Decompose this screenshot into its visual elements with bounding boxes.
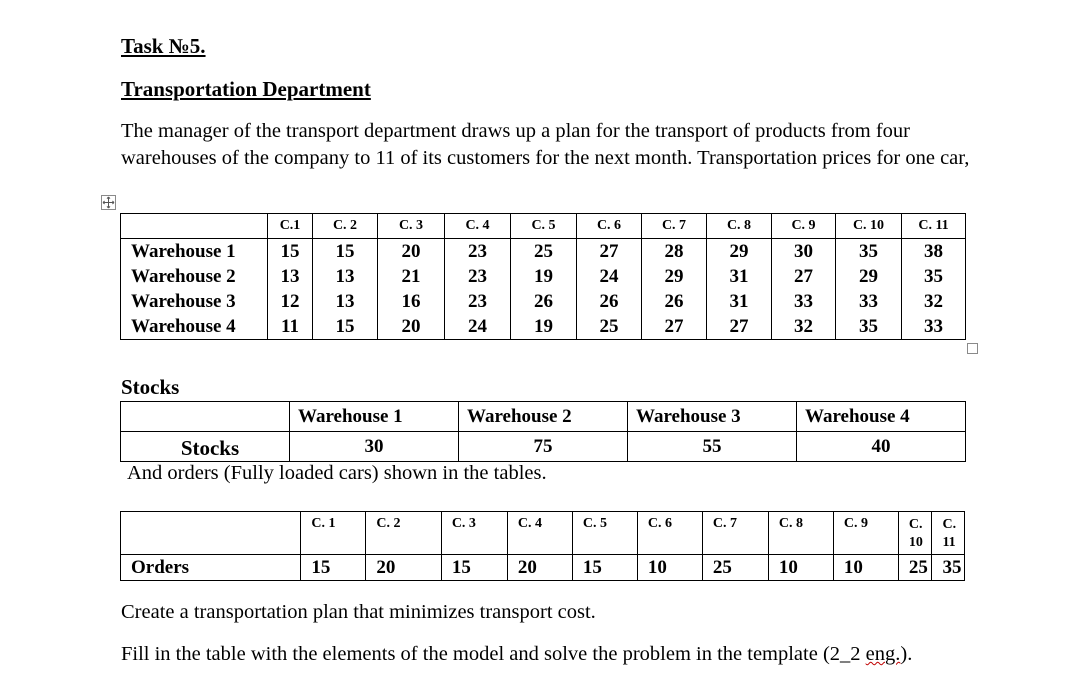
column-header: Warehouse 2 — [459, 402, 628, 432]
stocks-heading: Stocks — [121, 375, 180, 399]
price-cell: 21 — [378, 264, 445, 289]
price-cell: 35 — [836, 239, 902, 265]
column-header: C. 6 — [577, 214, 642, 239]
column-header: C. 5 — [511, 214, 577, 239]
column-header: C.1 — [268, 214, 313, 239]
instruction-text: Fill in the table with the elements of the model and solve the problem in the template (2_2 — [121, 643, 866, 665]
order-cell: 35 — [932, 555, 965, 581]
spellcheck-flagged-word[interactable]: eng. — [865, 643, 901, 665]
price-cell: 30 — [772, 239, 836, 265]
price-cell: 29 — [642, 264, 707, 289]
orders-table-corner — [121, 512, 301, 555]
order-cell: 15 — [441, 555, 507, 581]
column-header: C. 1 — [301, 512, 366, 555]
price-cell: 24 — [445, 314, 511, 340]
price-table-corner — [121, 214, 268, 239]
order-cell: 25 — [898, 555, 932, 581]
price-cell: 32 — [772, 314, 836, 340]
row-label: Warehouse 2 — [121, 264, 268, 289]
order-cell: 10 — [768, 555, 833, 581]
price-cell: 26 — [511, 289, 577, 314]
row-label: Warehouse 1 — [121, 239, 268, 265]
price-cell: 12 — [268, 289, 313, 314]
price-cell: 31 — [707, 264, 772, 289]
price-cell: 27 — [577, 239, 642, 265]
table-move-handle-icon[interactable] — [101, 195, 116, 210]
stock-cell: 55 — [628, 432, 797, 462]
price-cell: 23 — [445, 264, 511, 289]
orders-note: And orders (Fully loaded cars) shown in the tables. — [127, 462, 547, 484]
price-cell: 28 — [642, 239, 707, 265]
price-cell: 29 — [707, 239, 772, 265]
price-cell: 27 — [642, 314, 707, 340]
table-row — [121, 239, 966, 265]
price-cell: 19 — [511, 314, 577, 340]
row-label: Warehouse 3 — [121, 289, 268, 314]
price-cell: 35 — [836, 314, 902, 340]
price-cell: 24 — [577, 264, 642, 289]
price-cell: 32 — [902, 289, 966, 314]
column-header: C. 6 — [637, 512, 702, 555]
column-header: C. 2 — [313, 214, 378, 239]
orders-table — [120, 511, 965, 581]
column-header: C. 11 — [902, 214, 966, 239]
column-header: Warehouse 4 — [797, 402, 966, 432]
row-label: Warehouse 4 — [121, 314, 268, 340]
price-cell: 16 — [378, 289, 445, 314]
instruction-text-end: ). — [900, 643, 913, 665]
orders-header-row — [121, 512, 965, 555]
price-cell: 15 — [313, 239, 378, 265]
column-header: C. 7 — [642, 214, 707, 239]
instruction-line-1: Create a transportation plan that minimizes transport cost. — [121, 601, 596, 623]
column-header: C. 4 — [507, 512, 572, 555]
price-cell: 29 — [836, 264, 902, 289]
price-cell: 13 — [313, 289, 378, 314]
price-cell: 13 — [313, 264, 378, 289]
column-header: C. 10 — [836, 214, 902, 239]
price-cell: 15 — [313, 314, 378, 340]
table-row — [121, 555, 965, 581]
column-header: Warehouse 3 — [628, 402, 797, 432]
section-title: Transportation Department — [121, 77, 371, 101]
table-resize-handle[interactable] — [967, 343, 978, 354]
column-header: C. 9 — [772, 214, 836, 239]
price-cell: 26 — [642, 289, 707, 314]
order-cell: 10 — [833, 555, 898, 581]
price-cell: 27 — [772, 264, 836, 289]
stocks-header-row — [121, 402, 966, 432]
column-header: C. 8 — [707, 214, 772, 239]
price-cell: 23 — [445, 239, 511, 265]
price-cell: 15 — [268, 239, 313, 265]
price-table-header-row — [121, 214, 966, 239]
table-row — [121, 264, 966, 289]
price-cell: 25 — [511, 239, 577, 265]
column-header: C. 11 — [932, 512, 965, 555]
price-cell: 27 — [707, 314, 772, 340]
order-cell: 20 — [366, 555, 441, 581]
column-header: C. 10 — [898, 512, 932, 555]
stock-cell: 30 — [290, 432, 459, 462]
price-cell: 11 — [268, 314, 313, 340]
order-cell: 15 — [301, 555, 366, 581]
order-cell: 25 — [702, 555, 768, 581]
column-header: C. 2 — [366, 512, 441, 555]
price-cell: 25 — [577, 314, 642, 340]
column-header: C. 7 — [702, 512, 768, 555]
price-cell: 23 — [445, 289, 511, 314]
price-cell: 38 — [902, 239, 966, 265]
price-cell: 31 — [707, 289, 772, 314]
price-cell: 13 — [268, 264, 313, 289]
table-row — [121, 432, 966, 462]
order-cell: 10 — [637, 555, 702, 581]
instruction-line-2 — [121, 643, 912, 666]
order-cell: 15 — [572, 555, 637, 581]
column-header: C. 5 — [572, 512, 637, 555]
price-cell: 26 — [577, 289, 642, 314]
stocks-table — [120, 401, 966, 462]
price-cell: 19 — [511, 264, 577, 289]
task-title: Task №5. — [121, 34, 206, 58]
price-cell: 33 — [772, 289, 836, 314]
column-header: C. 3 — [441, 512, 507, 555]
stock-cell: 75 — [459, 432, 628, 462]
price-cell: 20 — [378, 314, 445, 340]
table-row — [121, 289, 966, 314]
price-table — [120, 213, 966, 340]
price-cell: 33 — [836, 289, 902, 314]
order-cell: 20 — [507, 555, 572, 581]
price-cell: 20 — [378, 239, 445, 265]
stock-cell: 40 — [797, 432, 966, 462]
table-row — [121, 314, 966, 340]
column-header: C. 8 — [768, 512, 833, 555]
column-header: C. 9 — [833, 512, 898, 555]
intro-paragraph: The manager of the transport department draws up a plan for the transport of products from four warehouses of the company to 11 of its customers for the next month. Transportation prices for one car, — [121, 120, 970, 169]
column-header: C. 4 — [445, 214, 511, 239]
column-header: Warehouse 1 — [290, 402, 459, 432]
column-header: C. 3 — [378, 214, 445, 239]
row-label: Orders — [121, 555, 301, 581]
stocks-table-corner — [121, 402, 290, 432]
price-cell: 33 — [902, 314, 966, 340]
row-label: Stocks — [121, 432, 290, 462]
price-cell: 35 — [902, 264, 966, 289]
